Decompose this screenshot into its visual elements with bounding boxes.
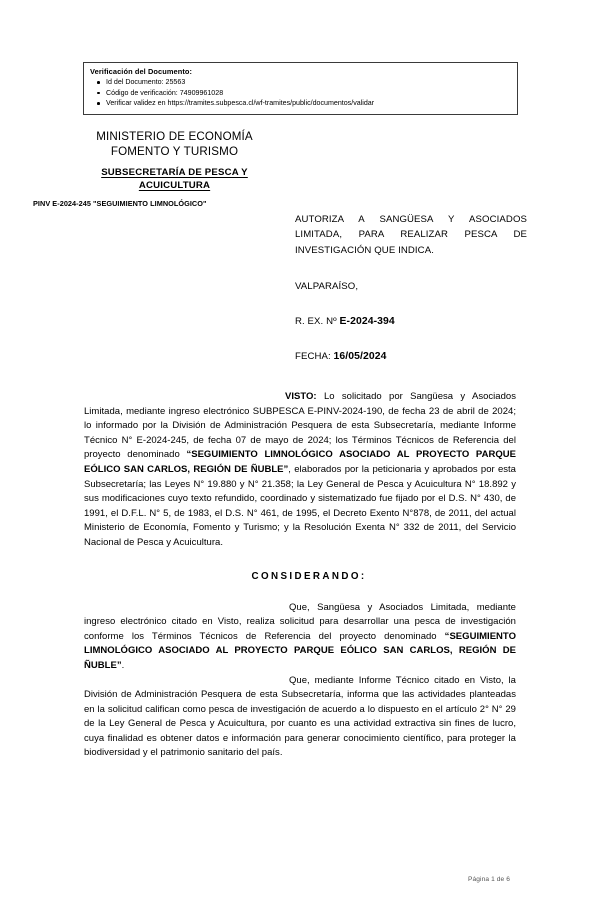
subsecretaria-name (42, 167, 307, 192)
considerando-1-text-part-1: Que, Sangüesa y Asociados Limitada, mediante ingreso electrónico citado en Visto, realiza solicitud para desarrollar una pesca de investigación conforme los Términos Técnicos de Referencia del proyecto denominado (84, 601, 516, 642)
paragraph-visto (84, 390, 516, 551)
resolution-city: VALPARAÍSO, (295, 281, 359, 293)
project-reference: PINV E-2024-245 "SEGUIMIENTO LIMNOLÓGICO" (33, 199, 207, 208)
resolution-number-line (295, 316, 527, 327)
paragraph-considerando-1 (84, 601, 516, 674)
resolution-date-label: FECHA: (295, 351, 334, 363)
verification-item-list (84, 77, 517, 109)
considerando-1-project-name: “SEGUIMIENTO LIMNOLÓGICO ASOCIADO AL PROYECTO PARQUE EÓLICO SAN CARLOS, REGIÓN DE ÑUBLE” (84, 630, 516, 671)
paragraph-considerando-2 (84, 674, 516, 762)
verification-item-url: Verificar validez en https://tramites.subpesca.cl/wf-tramites/public/documentos/validar (106, 98, 517, 109)
resolution-number-value: E-2024-394 (339, 316, 395, 328)
resolution-header-block (295, 212, 527, 362)
page-number-footer: Página 1 de 6 (468, 876, 510, 883)
considerando-1-text-part-2: . (121, 659, 125, 671)
visto-text-part-2: , elaborados por la peticionaria y aprobados por esta Subsecretaría; las Leyes N° 19.880 y N° 21.358; la Ley General de Pesca y Acuicultura N° 18.892 y sus modificaciones cuyo texto refundido, coordinado y sistematizado fue fijado por el D.S. N° 430, de 1991, el D.F.L. N° 5, de 1983, el D.S. N° 461, de 1995, el Decreto Exento N°878, de 2011, del actual Ministerio de Economía, Fomento y Turismo; y la Resolución Exenta N° 332 de 2011, del Servicio Nacional de Pesca y Acuicultura. (84, 463, 516, 548)
considerando-heading: CONSIDERANDO: (251, 570, 367, 582)
visto-label: VISTO: (285, 391, 317, 402)
ministry-name-line-1: MINISTERIO DE ECONOMÍA (96, 130, 253, 143)
resolution-date-line (295, 351, 527, 362)
ministry-header (33, 130, 307, 208)
resolution-subject: AUTORIZA A SANGÜESA Y ASOCIADOS LIMITADA, PARA REALIZAR PESCA DE INVESTIGACIÓN QUE INDICA. (295, 214, 527, 256)
considerando-2-text: Que, mediante Informe Técnico citado en Visto, la División de Administración Pesquera de esta Subsecretaría, informa que las actividades planteadas en la solicitud califican como pesca de investigación de acuerdo a lo dispuesto en el artículo 2° N° 29 de la Ley General de Pesca y Acuicultura, por cuanto es una actividad extractiva sin fines de lucro, cuya finalidad es obtener datos e información para generar conocimiento científico, para proteger la biodiversidad y el patrimonio sanitario del país. (84, 674, 516, 759)
subsecretaria-line-2: ACUICULTURA (138, 179, 211, 191)
resolution-number-label: R. EX. Nº (295, 316, 340, 328)
ministry-name-line-2: FOMENTO Y TURISMO (110, 144, 239, 158)
verification-box-title: Verificación del Documento: (90, 67, 193, 76)
visto-project-name: “SEGUIMIENTO LIMNOLÓGICO ASOCIADO AL PROYECTO PARQUE EÓLICO SAN CARLOS, REGIÓN DE ÑUBLE” (84, 449, 516, 475)
verification-item-document-id: Id del Documento: 25563 (106, 77, 517, 88)
resolution-date-value: 16/05/2024 (333, 351, 387, 363)
verification-box (83, 62, 518, 115)
visto-text-part-1: Lo solicitado por Sangüesa y Asociados Limitada, mediante ingreso electrónico SUBPESCA E-PINV-2024-190, de fecha 23 de abril de 2024; lo informado por la División de Administración Pesquera de esta Subsecretaría, mediante Informe Técnico N° E-2024-245, de fecha 07 de mayo de 2024; los Términos Técnicos de Referencia del proyecto denominado (84, 391, 516, 461)
verification-item-code: Código de verificación: 74909961028 (106, 88, 517, 99)
subsecretaria-line-1: SUBSECRETARÍA DE PESCA Y (101, 167, 248, 178)
document-body (84, 390, 516, 761)
